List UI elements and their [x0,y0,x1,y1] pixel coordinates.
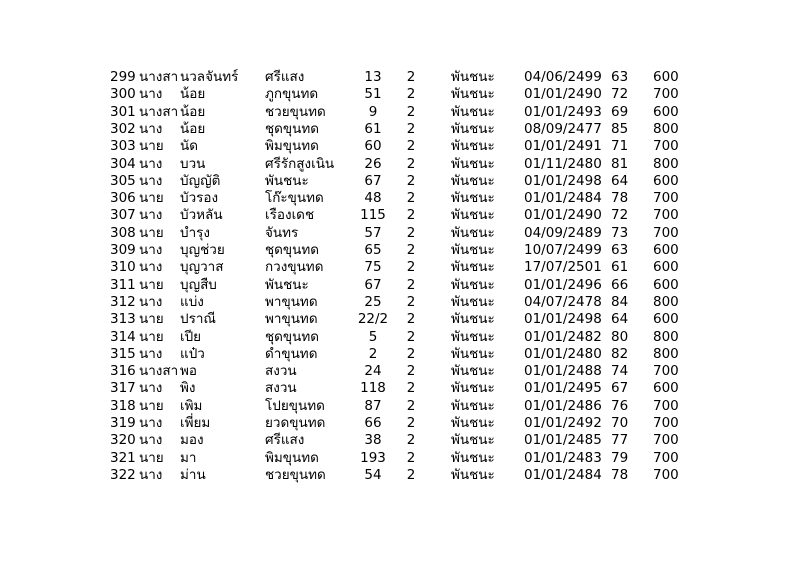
record-number: 314 [110,328,136,345]
age: 77 [611,432,629,449]
record-number: 307 [110,207,136,224]
birth-date: 01/11/2480 [524,155,602,172]
record-number: 321 [110,449,136,466]
subdistrict: พันชนะ [451,103,495,120]
house-number: 9 [368,103,378,120]
record-number: 312 [110,293,136,310]
house-number: 61 [364,120,382,137]
subdistrict: พันชนะ [451,207,495,224]
birth-date: 01/01/2486 [524,397,602,414]
village-number: 2 [406,155,416,172]
age: 64 [611,311,629,328]
last-name: ศรีรักสูงเนิน [265,155,335,172]
village-number: 2 [406,293,416,310]
name-title: นาง [139,293,163,310]
first-name: พิง [180,380,196,397]
last-name: พันชนะ [265,276,309,293]
allowance-amount: 600 [653,311,679,328]
table-row [0,241,800,259]
first-name: แบ่ง [180,293,204,310]
name-title: นางสา [139,363,179,380]
first-name: บัญญัติ [180,172,221,189]
allowance-amount: 600 [653,276,679,293]
allowance-amount: 800 [653,155,679,172]
last-name: ชุดขุนทด [265,242,320,258]
subdistrict: พันชนะ [451,397,495,414]
allowance-amount: 600 [653,172,679,189]
allowance-amount: 700 [653,86,679,103]
birth-date: 01/01/2482 [524,328,602,345]
last-name: โปยขุนทด [265,397,325,414]
age: 63 [611,69,629,85]
table-row [0,397,800,415]
village-number: 2 [406,120,416,137]
allowance-amount: 600 [653,69,679,85]
age: 82 [611,345,629,362]
table-row [0,206,800,224]
table-row [0,189,800,207]
allowance-amount: 700 [653,224,679,241]
record-number: 319 [110,415,136,431]
village-number: 2 [406,466,416,483]
table-row [0,310,800,328]
last-name: กวงขุนทด [265,259,324,276]
village-number: 2 [406,224,416,241]
last-name: ภูกขุนทด [265,86,319,103]
name-title: นาง [139,172,163,189]
last-name: ชวยขุนทด [265,466,326,483]
table-row [0,103,800,121]
village-number: 2 [406,449,416,466]
age: 81 [611,155,629,172]
allowance-amount: 700 [653,397,679,414]
age: 73 [611,224,629,241]
allowance-amount: 700 [653,138,679,155]
name-title: นาง [139,120,163,137]
first-name: พอ [180,363,198,380]
first-name: แป๋ว [180,345,205,362]
birth-date: 01/01/2483 [524,449,602,466]
record-number: 320 [110,432,136,449]
table-row [0,120,800,138]
allowance-amount: 700 [653,363,679,380]
subdistrict: พันชนะ [451,432,495,449]
village-number: 2 [406,345,416,362]
table-row [0,258,800,276]
age: 70 [611,415,629,431]
village-number: 2 [406,259,416,276]
subdistrict: พันชนะ [451,466,495,483]
first-name: เปีย [180,328,202,345]
record-number: 313 [110,311,136,328]
table-row [0,414,800,432]
age: 78 [611,190,629,207]
house-number: 57 [364,224,382,241]
first-name: เพิม [180,397,203,414]
village-number: 2 [406,207,416,224]
first-name: น้อย [180,103,206,120]
name-title: นาง [139,380,163,397]
birth-date: 08/09/2477 [524,120,602,137]
house-number: 48 [364,190,382,207]
allowance-amount: 700 [653,466,679,483]
birth-date: 01/01/2498 [524,172,602,189]
house-number: 118 [360,380,386,397]
house-number: 115 [360,207,386,224]
subdistrict: พันชนะ [451,86,495,103]
table-row [0,431,800,449]
first-name: มอง [180,432,204,449]
house-number: 22/2 [357,311,389,328]
name-title: นาย [139,449,164,466]
name-title: นาง [139,155,163,172]
age: 84 [611,293,629,310]
house-number: 2 [368,345,378,362]
house-number: 193 [360,449,386,466]
record-number: 303 [110,138,136,155]
house-number: 87 [364,397,382,414]
age: 72 [611,207,629,224]
village-number: 2 [406,242,416,258]
subdistrict: พันชนะ [451,120,495,137]
last-name: ชุดขุนทด [265,328,320,345]
first-name: บุญช่วย [180,242,225,258]
name-title: นางสา [139,69,179,85]
first-name: น้อย [180,86,206,103]
table-row [0,276,800,294]
record-number: 306 [110,190,136,207]
record-number: 300 [110,86,136,103]
subdistrict: พันชนะ [451,276,495,293]
name-title: นาย [139,224,164,241]
age: 72 [611,86,629,103]
subdistrict: พันชนะ [451,345,495,362]
house-number: 67 [364,276,382,293]
name-title: นาง [139,207,163,224]
first-name: บัวหลัน [180,207,223,224]
first-name: มา [180,449,197,466]
village-number: 2 [406,172,416,189]
last-name: จันทร [265,224,299,241]
table-row [0,466,800,484]
subdistrict: พันชนะ [451,242,495,258]
village-number: 2 [406,415,416,431]
record-number: 311 [110,276,136,293]
village-number: 2 [406,69,416,85]
record-number: 322 [110,466,136,483]
last-name: ศรีแสง [265,432,305,449]
house-number: 26 [364,155,382,172]
birth-date: 04/06/2499 [524,69,602,85]
allowance-amount: 800 [653,120,679,137]
village-number: 2 [406,190,416,207]
village-number: 2 [406,86,416,103]
age: 67 [611,380,629,397]
age: 69 [611,103,629,120]
birth-date: 01/01/2496 [524,276,602,293]
village-number: 2 [406,432,416,449]
last-name: พิมขุนทด [265,449,319,466]
allowance-amount: 600 [653,242,679,258]
record-number: 304 [110,155,136,172]
record-number: 310 [110,259,136,276]
record-number: 315 [110,345,136,362]
table-row [0,224,800,242]
last-name: พันชนะ [265,172,309,189]
name-title: นาย [139,138,164,155]
house-number: 38 [364,432,382,449]
age: 79 [611,449,629,466]
allowance-amount: 700 [653,432,679,449]
house-number: 66 [364,415,382,431]
table-row [0,172,800,190]
name-title: นาย [139,276,164,293]
allowance-amount: 600 [653,103,679,120]
allowance-amount: 800 [653,293,679,310]
subdistrict: พันชนะ [451,363,495,380]
last-name: ยวดขุนทด [265,415,326,431]
record-number: 301 [110,103,136,120]
last-name: พิมขุนทด [265,138,319,155]
village-number: 2 [406,380,416,397]
allowance-amount: 800 [653,328,679,345]
subdistrict: พันชนะ [451,259,495,276]
name-title: นาย [139,397,164,414]
last-name: สงวน [265,380,297,397]
name-title: นาง [139,415,163,431]
age: 71 [611,138,629,155]
subdistrict: พันชนะ [451,172,495,189]
age: 61 [611,259,629,276]
name-title: นาง [139,466,163,483]
first-name: บุญวาส [180,259,224,276]
first-name: นัด [180,138,198,155]
age: 64 [611,172,629,189]
house-number: 51 [364,86,382,103]
name-title: นาง [139,86,163,103]
record-number: 309 [110,242,136,258]
age: 66 [611,276,629,293]
age: 63 [611,242,629,258]
subdistrict: พันชนะ [451,415,495,431]
name-title: นางสา [139,103,179,120]
allowance-amount: 700 [653,415,679,431]
last-name: ชุดขุนทด [265,120,320,137]
table-row [0,85,800,103]
house-number: 75 [364,259,382,276]
first-name: บวน [180,155,206,172]
last-name: ดำขุนทด [265,345,318,362]
table-row [0,155,800,173]
first-name: น้อย [180,120,206,137]
name-title: นาง [139,259,163,276]
village-number: 2 [406,363,416,380]
last-name: สงวน [265,363,297,380]
birth-date: 01/01/2488 [524,363,602,380]
allowance-amount: 700 [653,190,679,207]
village-number: 2 [406,138,416,155]
birth-date: 01/01/2480 [524,345,602,362]
age: 80 [611,328,629,345]
name-title: นาย [139,190,164,207]
birth-date: 01/01/2492 [524,415,602,431]
house-number: 60 [364,138,382,155]
table-row [0,137,800,155]
age: 74 [611,363,629,380]
name-title: นาง [139,345,163,362]
last-name: พาขุนทด [265,311,318,328]
last-name: ศรีแสง [265,69,305,85]
age: 85 [611,120,629,137]
subdistrict: พันชนะ [451,69,495,85]
last-name: พาขุนทด [265,293,318,310]
table-row [0,362,800,380]
house-number: 65 [364,242,382,258]
village-number: 2 [406,397,416,414]
last-name: โก๊ะขุนทด [265,190,324,207]
record-number: 316 [110,363,136,380]
first-name: นวลจันทร์ [180,69,239,85]
table-row [0,379,800,397]
birth-date: 01/01/2484 [524,190,602,207]
house-number: 5 [368,328,378,345]
village-number: 2 [406,103,416,120]
record-number: 317 [110,380,136,397]
birth-date: 01/01/2491 [524,138,602,155]
first-name: บุญสืบ [180,276,217,293]
allowance-amount: 600 [653,259,679,276]
village-number: 2 [406,311,416,328]
subdistrict: พันชนะ [451,328,495,345]
table-row [0,345,800,363]
birth-date: 10/07/2499 [524,242,602,258]
birth-date: 01/01/2484 [524,466,602,483]
subdistrict: พันชนะ [451,224,495,241]
first-name: เพี่ยม [180,415,211,431]
subdistrict: พันชนะ [451,311,495,328]
birth-date: 01/01/2495 [524,380,602,397]
table-row [0,68,800,86]
birth-date: 01/01/2490 [524,86,602,103]
last-name: เรืองเดช [265,207,315,224]
birth-date: 01/01/2493 [524,103,602,120]
birth-date: 04/09/2489 [524,224,602,241]
first-name: บัวรอง [180,190,219,207]
birth-date: 01/01/2485 [524,432,602,449]
allowance-amount: 700 [653,449,679,466]
allowance-amount: 600 [653,380,679,397]
village-number: 2 [406,328,416,345]
first-name: ม่าน [180,466,206,483]
house-number: 13 [364,69,382,85]
house-number: 67 [364,172,382,189]
birth-date: 01/01/2498 [524,311,602,328]
name-title: นาง [139,242,163,258]
age: 76 [611,397,629,414]
house-number: 25 [364,293,382,310]
record-number: 302 [110,120,136,137]
subdistrict: พันชนะ [451,293,495,310]
name-title: นาย [139,311,164,328]
subdistrict: พันชนะ [451,138,495,155]
subdistrict: พันชนะ [451,449,495,466]
record-number: 305 [110,172,136,189]
table-row [0,328,800,346]
house-number: 24 [364,363,382,380]
table-row [0,293,800,311]
subdistrict: พันชนะ [451,190,495,207]
record-number: 308 [110,224,136,241]
allowance-amount: 800 [653,345,679,362]
name-title: นาย [139,328,164,345]
birth-date: 04/07/2478 [524,293,602,310]
birth-date: 17/07/2501 [524,259,602,276]
record-number: 318 [110,397,136,414]
record-number: 299 [110,69,136,85]
village-number: 2 [406,276,416,293]
last-name: ชวยขุนทด [265,103,326,120]
subdistrict: พันชนะ [451,155,495,172]
first-name: ปราณี [180,311,216,328]
house-number: 54 [364,466,382,483]
first-name: บำรุง [180,224,210,241]
subdistrict: พันชนะ [451,380,495,397]
allowance-amount: 700 [653,207,679,224]
birth-date: 01/01/2490 [524,207,602,224]
name-title: นาง [139,432,163,449]
age: 78 [611,466,629,483]
table-row [0,449,800,467]
